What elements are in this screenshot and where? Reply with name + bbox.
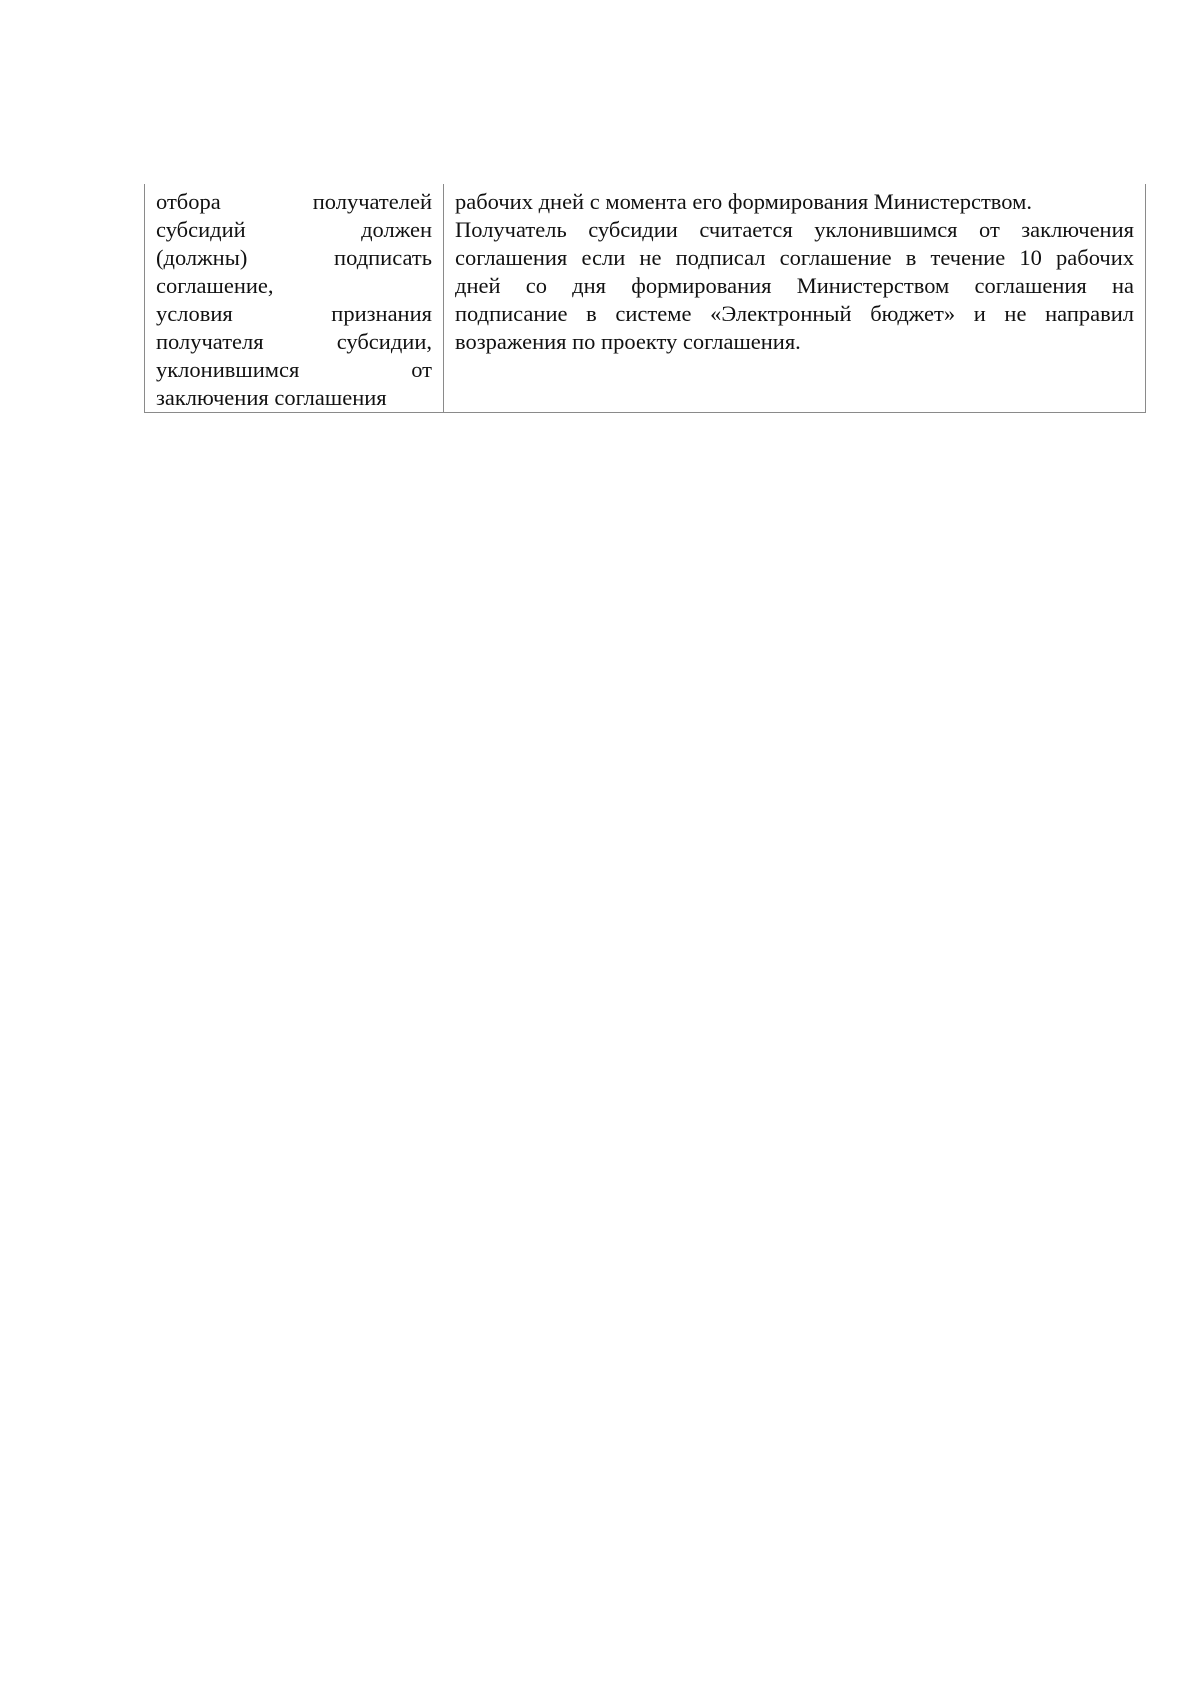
text-line: (должны) подписать [156,245,432,270]
text-line: рабочих дней с момента его формирования Министерством. [455,189,1032,214]
text-line: получателя субсидии, [156,329,432,354]
text-line: подписание в системе «Электронный бюджет» и не направил [455,301,1134,326]
table-cell-left [145,184,444,413]
text-line: заключения соглашения [156,385,387,410]
text-line: Получатель субсидии считается уклонившимся от заключения [455,217,1134,242]
text-line: соглашения если не подписал соглашение в течение 10 рабочих [455,245,1134,270]
text-line: уклонившимся от [156,357,432,382]
document-table [144,184,1146,413]
text-line: субсидий должен [156,217,432,242]
text-line: отбора получателей [156,189,432,214]
text-line: возражения по проекту соглашения. [455,329,801,354]
table-cell-right [444,184,1146,413]
table-row [145,184,1146,413]
text-line: соглашение, [156,273,274,298]
text-line: условия признания [156,301,432,326]
text-line: дней со дня формирования Министерством соглашения на [455,273,1134,298]
